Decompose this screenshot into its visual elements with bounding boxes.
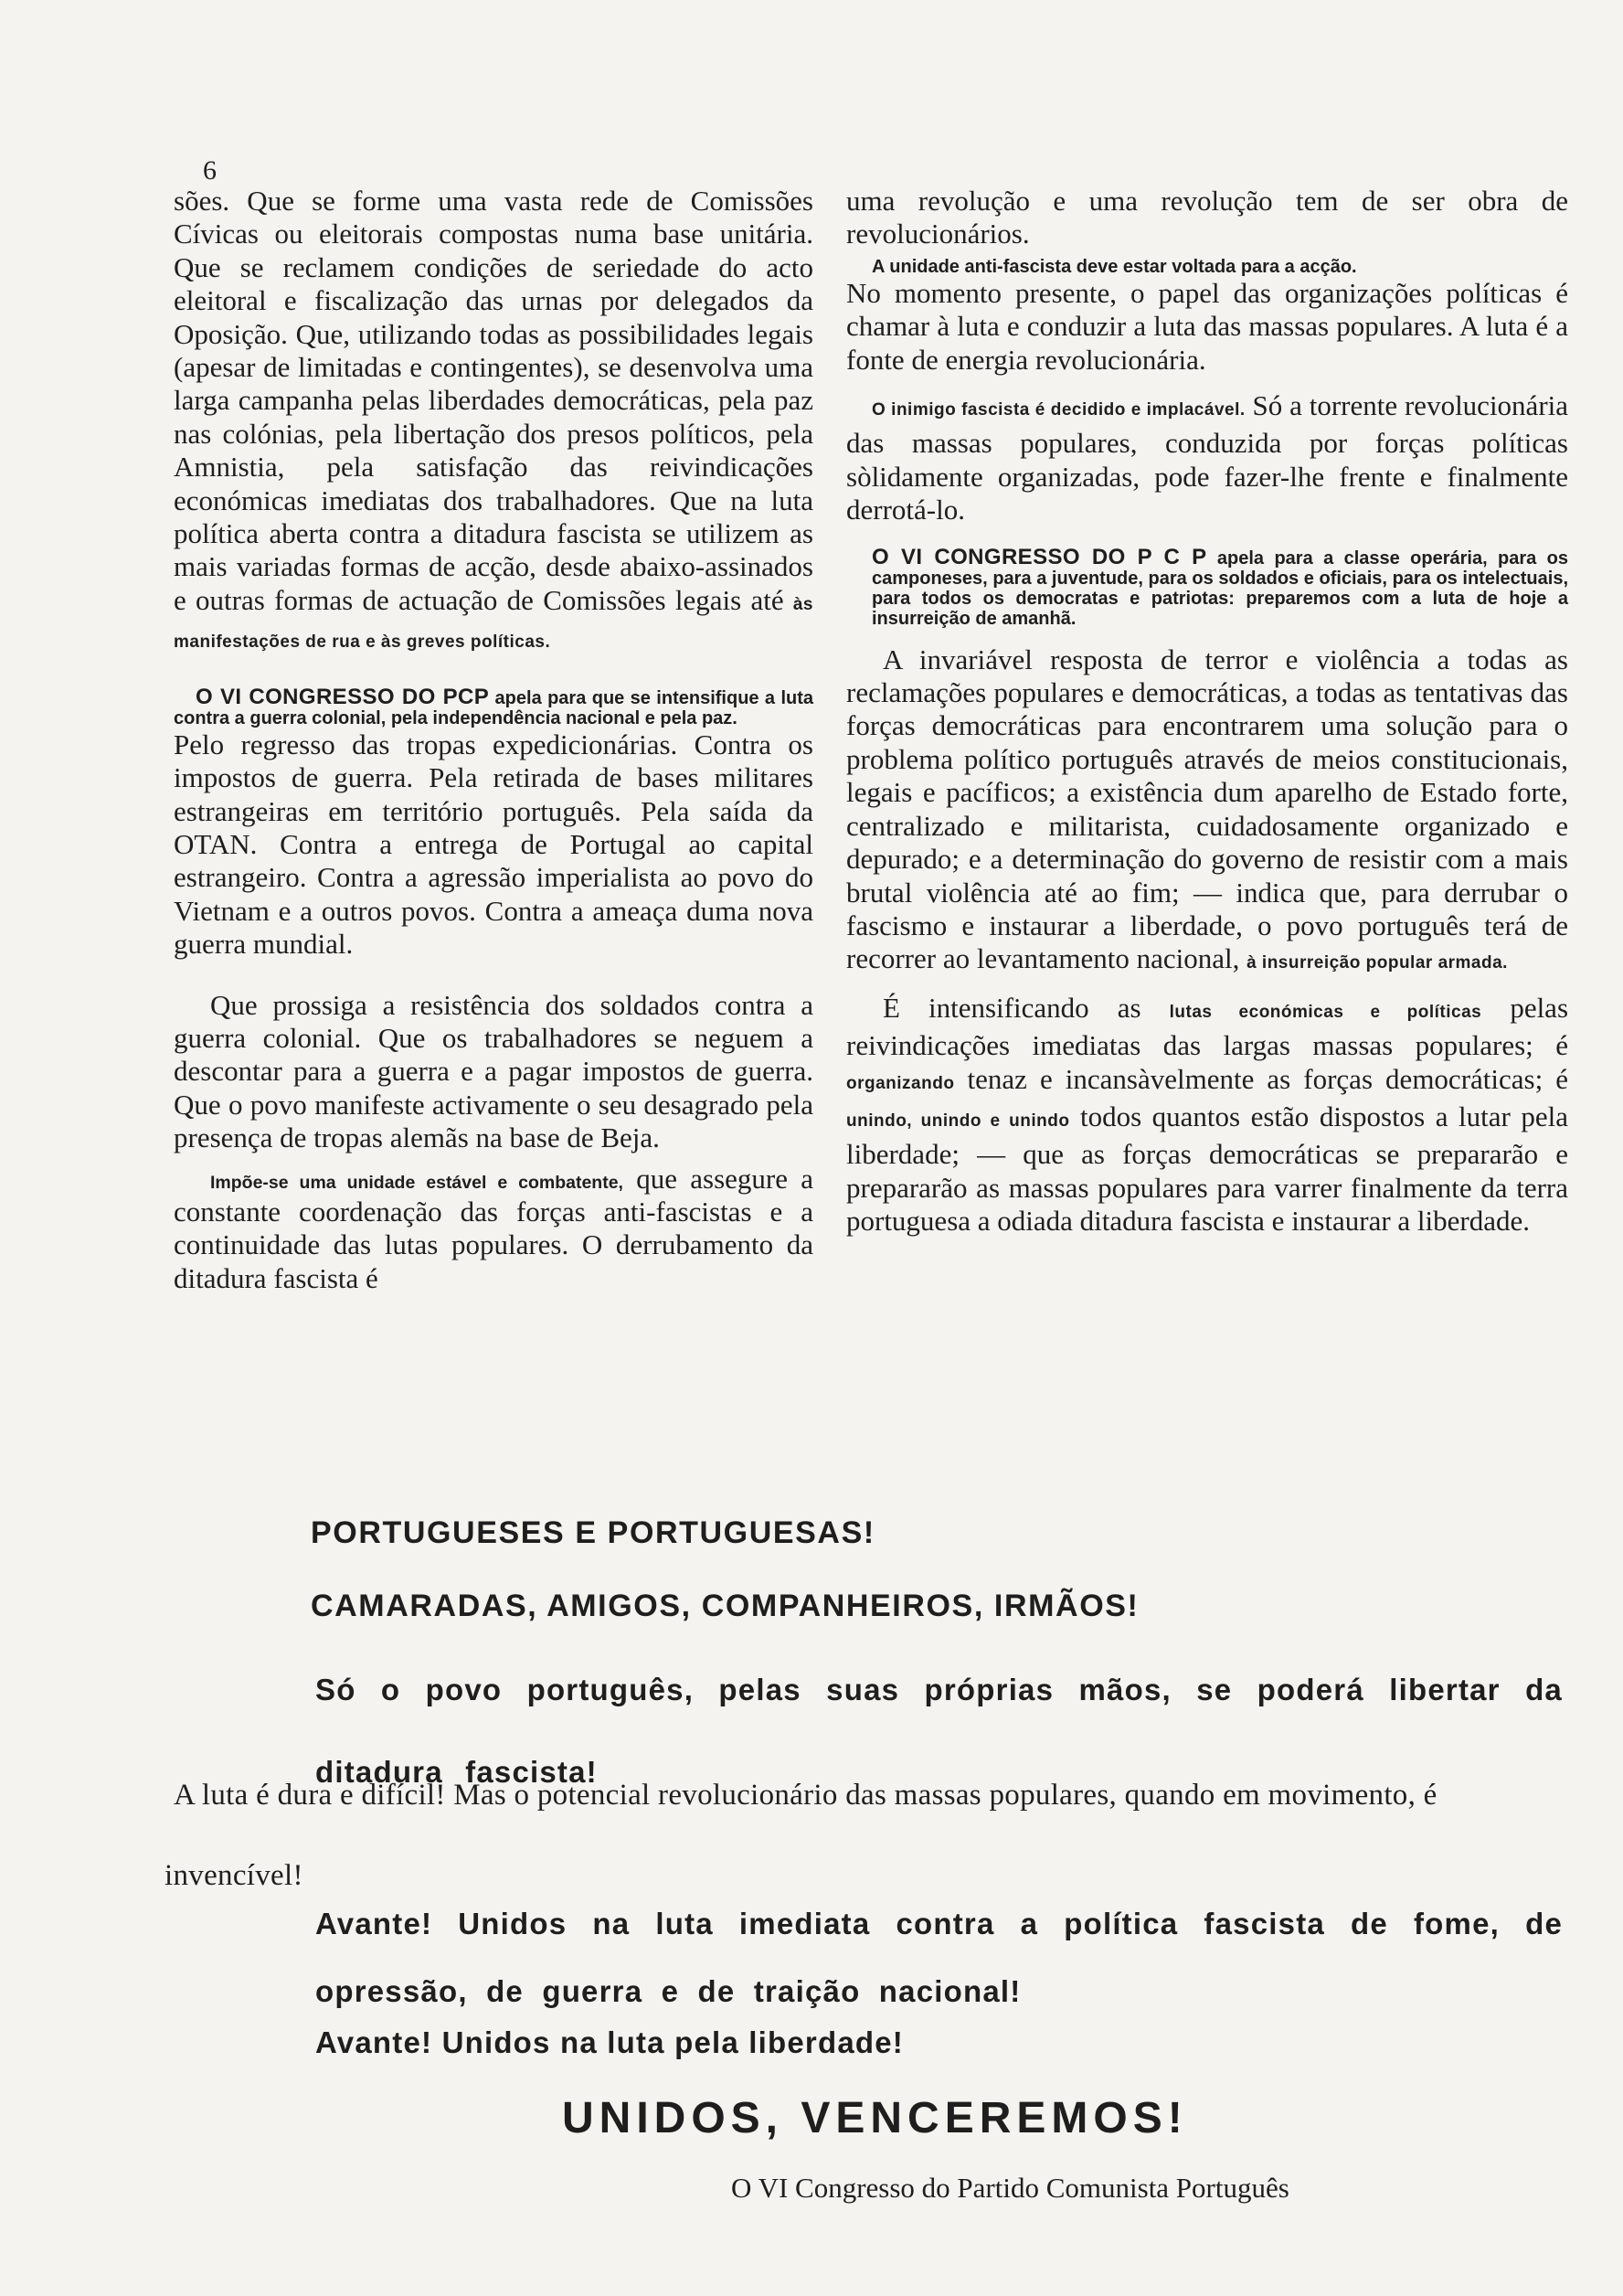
- closing-signature: O VI Congresso do Partido Comunista Português: [731, 2172, 1289, 2204]
- right-paragraph-6-emphasis-c: unindo, unindo e unindo: [846, 1111, 1070, 1131]
- left-paragraph-1: [174, 185, 813, 660]
- left-paragraph-2-callout: [174, 684, 814, 728]
- left-paragraph-4-lead: Impõe-se uma unidade estável e combatente,: [210, 1172, 623, 1193]
- right-paragraph-5-text: A invariável resposta de terror e violência a todas as reclamações populares e democráticas, a todas as tentativas das forças democráticas para encontrarem uma solução para o problema político português através de meios constitucionais, legais e pacíficos; a existência dum aparelho de Estado forte, centralizado e militarista, cuidadosamente organizado e depurado; e a determinação do governo de resistir com a mais brutal violência até ao fim; — indica que, para derrubar o fascismo e instaurar a liberdade, o povo português terá de recorrer ao levantamento nacional,: [846, 643, 1568, 975]
- right-paragraph-6-text-a: É intensificando as: [883, 991, 1141, 1024]
- right-heading-unity: A unidade anti-fascista deve estar voltada para a acção.: [872, 256, 1357, 277]
- right-paragraph-6-text-d: todos quantos estão dispostos a lutar pela liberdade; — que as forças democráticas se prepararão e prepararão as massas populares para varrer finalmente da terra portuguesa a odiada ditadura fascista e instaurar a liberdade.: [846, 1100, 1568, 1238]
- left-column: [174, 185, 813, 1295]
- left-paragraph-2-text: Pelo regresso das tropas expedicionárias. Contra os impostos de guerra. Pela retirada de bases militares estrangeiras em território português. Pela saída da OTAN. Contra a entrega de Portugal ao capital estrangeiro. Contra a agressão imperialista ao povo do Vietnam e a outros povos. Contra a ameaça duma nova guerra mundial.: [174, 728, 813, 961]
- right-paragraph-6-text-b: pelas reivindicações imediatas das largas massas populares; é: [846, 991, 1569, 1062]
- right-paragraph-3-text: Só a torrente revolucionária das massas populares, conduzida por forças políticas sòlidamente organizadas, pode fazer-lhe frente e finalmente derrotá-lo.: [846, 389, 1569, 526]
- closing-title: UNIDOS, VENCEREMOS!: [562, 2094, 1188, 2142]
- right-paragraph-4-text: apela para a classe operária, para os camponeses, para a juventude, para os soldados e oficiais, para os intelectuais, para todos os democratas e patriotas: preparemos com a luta de hoje a insurreição de amanhã.: [872, 547, 1569, 629]
- closing-line-forward-1: Avante! Unidos na luta imediata contra a política fascista de fome, de opressão, de guerra e de traição nacional!: [315, 1907, 1563, 2008]
- closing-line-forward-2: Avante! Unidos na luta pela liberdade!: [315, 2025, 904, 2059]
- right-paragraph-5-emphasis: à insurreição popular armada.: [1246, 953, 1508, 973]
- right-paragraph-2: No momento presente, o papel das organizações políticas é chamar à luta e conduzir a luta das massas populares. A luta é a fonte de energia revolucionária.: [846, 276, 1568, 376]
- left-paragraph-2-rest: apela para que se intensifique a luta contra a guerra colonial, pela independência nacional e pela paz.: [174, 687, 814, 728]
- left-paragraph-2-lead: O VI CONGRESSO DO PCP: [196, 684, 490, 709]
- right-paragraph-6-emphasis-b: organizando: [846, 1073, 955, 1093]
- closing-heading-2: CAMARADAS, AMIGOS, COMPANHEIROS, IRMÃOS!: [311, 1589, 1140, 1623]
- closing-line-struggle: A luta é dura e difícil! Mas o potencial revolucionário das massas populares, quando em movimento, é invencível!: [164, 1779, 1437, 1892]
- left-paragraph-1-emphasis: às manifestações de rua e às greves políticas.: [174, 594, 813, 653]
- closing-heading-1: PORTUGUESES E PORTUGUESAS!: [311, 1515, 875, 1550]
- right-paragraph-3: [846, 389, 1568, 527]
- left-paragraph-4: [174, 1163, 813, 1296]
- left-paragraph-1-text: sões. Que se forme uma vasta rede de Comissões Cívicas ou eleitorais compostas numa base unitária. Que se reclamem condições de seriedade do acto eleitoral e fiscalização das urnas por delegados da Oposição. Que, utilizando todas as possibilidades legais (apesar de limitadas e contingentes), se desenvolva uma larga campanha pelas liberdades democráticas, pela paz nas colónias, pela libertação dos presos políticos, pela Amnistia, pela satisfação das reivindicações económicas imediatas dos trabalhadores. Que na luta política aberta contra a ditadura fascista se utilizem as mais variadas formas de acção, desde abaixo-assinados e outras formas de actuação de Comissões legais até: [174, 185, 813, 616]
- right-column: [846, 185, 1568, 1238]
- left-paragraph-4-text: que assegure a constante coordenação das forças anti-fascistas e a continuidade das lutas populares. O derrubamento da ditadura fascista é: [174, 1162, 813, 1294]
- page-number: 6: [203, 155, 217, 186]
- closing-line-liberation: Só o povo português, pelas suas próprias mãos, se poderá libertar da ditadura fascista!: [315, 1673, 1563, 1789]
- right-paragraph-5: [846, 643, 1568, 981]
- right-paragraph-6-text-c: tenaz e incansàvelmente as forças democráticas; é: [967, 1062, 1569, 1095]
- right-paragraph-6-emphasis-a: lutas económicas e políticas: [1169, 1002, 1482, 1022]
- right-paragraph-4-callout: [846, 544, 1569, 629]
- left-paragraph-3: Que prossiga a resistência dos soldados contra a guerra colonial. Que os trabalhadores se neguem a descontar para a guerra e a pagar impostos de guerra. Que o povo manifeste activamente o seu desagrado pela presença de tropas alemãs na base de Beja.: [174, 988, 813, 1154]
- right-paragraph-4-lead: O VI CONGRESSO DO P C P: [872, 544, 1207, 569]
- right-paragraph-3-lead: O inimigo fascista é decidido e implacável.: [872, 400, 1246, 420]
- right-paragraph-6: [846, 992, 1568, 1238]
- right-paragraph-1: uma revolução e uma revolução tem de ser obra de revolucionários.: [846, 185, 1568, 250]
